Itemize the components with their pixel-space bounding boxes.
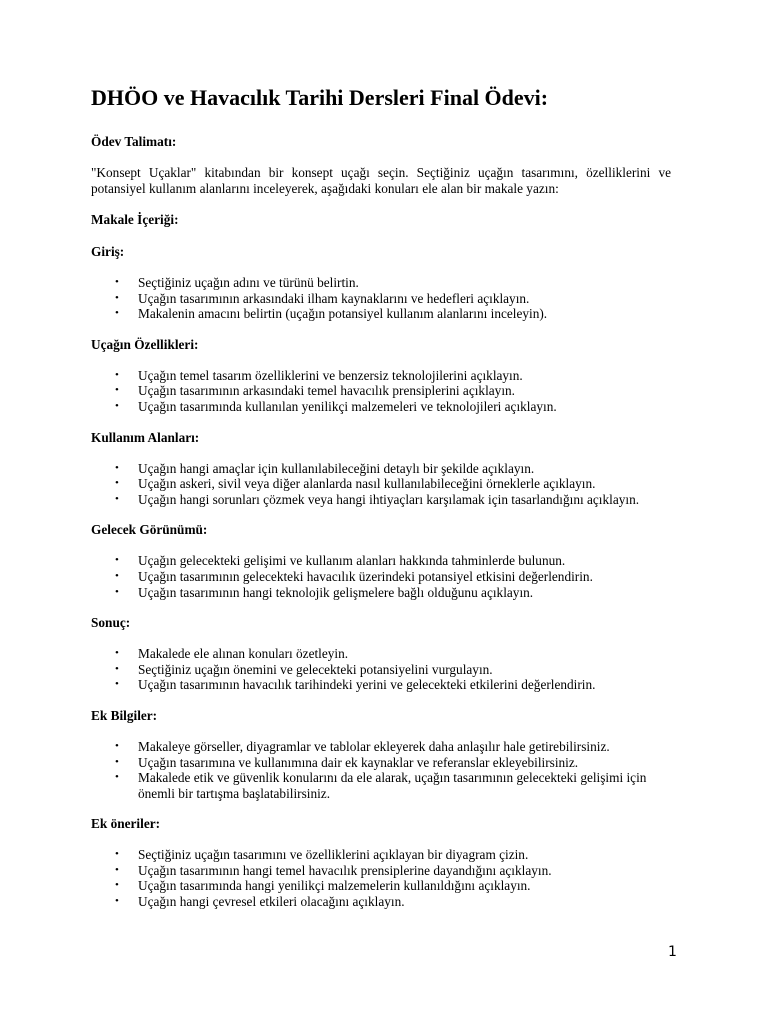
- bullet-icon: •: [115, 477, 119, 490]
- list-item-text: Makalede ele alınan konuları özetleyin.: [138, 646, 349, 662]
- bullet-icon: •: [115, 569, 119, 582]
- bullet-icon: •: [115, 276, 119, 288]
- document-title: DHÖO ve Havacılık Tarihi Dersleri Final Ödevi:: [91, 85, 549, 110]
- bullet-icon: •: [115, 399, 119, 412]
- section-kullanim-alanlari: [91, 430, 671, 508]
- instruction-text: "Konsept Uçaklar" kitabından bir konsept uçağı seçin. Seçtiğiniz uçağın tasarımını, özelliklerini ve potansiyel kullanım alanlarını inceleyerek, aşağıdaki konuları ele alan bir makale yazın:: [91, 165, 671, 196]
- list-item: [91, 739, 671, 755]
- page-number: 1: [668, 944, 677, 960]
- section-giris: [91, 244, 671, 322]
- bullet-icon: •: [115, 662, 119, 675]
- list-item: [91, 383, 671, 399]
- list-item-text: Seçtiğiniz uçağın adını ve türünü belirtin.: [138, 275, 359, 290]
- list-item: [91, 847, 671, 863]
- section-ek-bilgiler: [91, 708, 671, 801]
- list-item: [91, 878, 671, 894]
- list-item-text: Makaleye görseller, diyagramlar ve tablolar ekleyerek daha anlaşılır hale getirebilirsiniz.: [138, 738, 610, 754]
- bullet-list: [91, 739, 671, 801]
- section-heading: Ek öneriler:: [91, 816, 161, 832]
- list-item: [91, 291, 671, 307]
- list-item: [91, 677, 671, 693]
- section-ek-oneriler: [91, 816, 671, 909]
- bullet-icon: •: [115, 291, 119, 304]
- list-item-text: Seçtiğiniz uçağın önemini ve gelecekteki potansiyelini vurgulayın.: [138, 661, 493, 677]
- section-heading: Gelecek Görünümü:: [91, 522, 208, 538]
- list-item-text: Uçağın hangi sorunları çözmek veya hangi ihtiyaçları karşılamak için tasarlandığını açıklayın.: [138, 491, 640, 507]
- section-heading: Sonuç:: [91, 615, 131, 631]
- bullet-icon: •: [115, 384, 119, 397]
- section-sonuc: [91, 615, 671, 693]
- bullet-list: [91, 646, 671, 693]
- bullet-icon: •: [115, 554, 119, 567]
- list-item: [91, 306, 671, 322]
- bullet-icon: •: [115, 492, 119, 505]
- document-page: [91, 84, 671, 925]
- bullet-list: [91, 275, 671, 322]
- bullet-icon: •: [115, 848, 119, 861]
- list-item-text: Seçtiğiniz uçağın tasarımını ve özelliklerini açıklayan bir diyagram çizin.: [138, 847, 529, 863]
- bullet-icon: •: [115, 585, 119, 598]
- bullet-icon: •: [115, 307, 119, 320]
- list-item-text: Makalede etik ve güvenlik konularını da ele alarak, uçağın tasarımının gelecekteki gelişimi için önemli bir tartışma başlatabilirsiniz.: [138, 770, 647, 801]
- list-item: [91, 569, 671, 585]
- sections-container: [91, 244, 671, 910]
- list-item-text: Uçağın tasarımında kullanılan yenilikçi malzemeleri ve teknolojileri açıklayın.: [138, 398, 557, 414]
- list-item: [91, 755, 671, 771]
- instruction-heading: Ödev Talimatı:: [91, 134, 177, 149]
- section-heading: Ek Bilgiler:: [91, 707, 158, 723]
- list-item-text: Uçağın temel tasarım özelliklerini ve benzersiz teknolojilerini açıklayın.: [138, 367, 523, 383]
- bullet-icon: •: [115, 879, 119, 892]
- list-item-text: Uçağın tasarımının arkasındaki ilham kaynaklarını ve hedefleri açıklayın.: [138, 290, 530, 306]
- list-item: [91, 461, 671, 477]
- list-item-text: Uçağın tasarımına ve kullanımına dair ek kaynaklar ve referanslar ekleyebilirsiniz.: [138, 754, 579, 770]
- bullet-list: [91, 553, 671, 600]
- bullet-icon: •: [115, 647, 119, 660]
- list-item: [91, 662, 671, 678]
- list-item: [91, 368, 671, 384]
- bullet-icon: •: [115, 755, 119, 768]
- list-item: [91, 399, 671, 415]
- list-item: [91, 646, 671, 662]
- list-item: [91, 275, 671, 291]
- list-item: [91, 894, 671, 910]
- bullet-list: [91, 461, 671, 508]
- list-item: [91, 492, 671, 508]
- list-item: [91, 476, 671, 492]
- list-item: [91, 863, 671, 879]
- list-item-text: Uçağın tasarımının hangi temel havacılık prensiplerine dayandığını açıklayın.: [138, 862, 552, 878]
- list-item-text: Uçağın tasarımının arkasındaki temel havacılık prensiplerini açıklayın.: [138, 383, 515, 399]
- list-item-text: Uçağın tasarımında hangi yenilikçi malzemelerin kullanıldığını açıklayın.: [138, 878, 531, 894]
- section-ucagin-ozellikleri: [91, 337, 671, 415]
- section-gelecek-gorunumu: [91, 522, 671, 600]
- bullet-icon: •: [115, 739, 119, 752]
- section-heading: Giriş:: [91, 244, 125, 259]
- list-item-text: Makalenin amacını belirtin (uçağın potansiyel kullanım alanlarını inceleyin).: [138, 306, 548, 322]
- section-heading: Kullanım Alanları:: [91, 429, 200, 445]
- list-item-text: Uçağın askeri, sivil veya diğer alanlarda nasıl kullanılabileceğini örneklerle açıklayın.: [138, 476, 596, 492]
- list-item-text: Uçağın tasarımının hangi teknolojik gelişmelere bağlı olduğunu açıklayın.: [138, 584, 534, 600]
- content-heading: Makale İçeriği:: [91, 212, 179, 227]
- list-item-text: Uçağın gelecekteki gelişimi ve kullanım alanları hakkında tahminlerde bulunun.: [138, 553, 566, 569]
- list-item: [91, 585, 671, 601]
- list-item: [91, 553, 671, 569]
- bullet-icon: •: [115, 771, 119, 784]
- list-item: [91, 770, 671, 801]
- bullet-icon: •: [115, 863, 119, 876]
- list-item-text: Uçağın tasarımının havacılık tarihindeki yerini ve gelecekteki etkilerini değerlendirin.: [138, 677, 596, 693]
- bullet-icon: •: [115, 368, 119, 381]
- bullet-list: [91, 847, 671, 909]
- bullet-icon: •: [115, 678, 119, 691]
- bullet-list: [91, 368, 671, 415]
- bullet-icon: •: [115, 895, 119, 908]
- list-item-text: Uçağın hangi çevresel etkileri olacağını açıklayın.: [138, 894, 405, 910]
- list-item-text: Uçağın tasarımının gelecekteki havacılık üzerindeki potansiyel etkisini değerlendirin.: [138, 568, 593, 584]
- bullet-icon: •: [115, 461, 119, 474]
- section-heading: Uçağın Özellikleri:: [91, 336, 199, 352]
- list-item-text: Uçağın hangi amaçlar için kullanılabileceğini detaylı bir şekilde açıklayın.: [138, 460, 535, 476]
